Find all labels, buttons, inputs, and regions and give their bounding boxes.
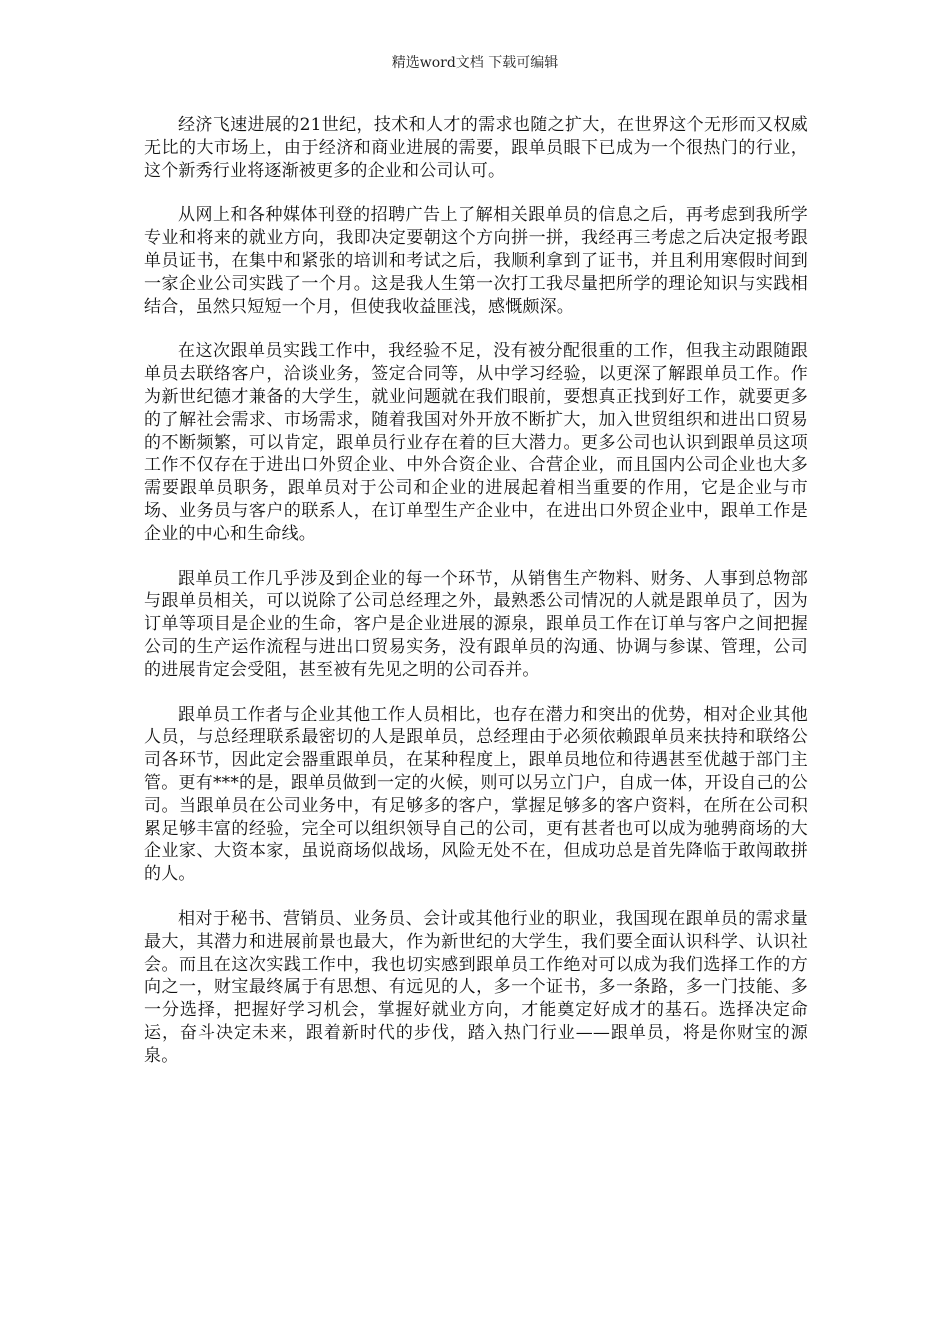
paragraph-2: 从网上和各种媒体刊登的招聘广告上了解相关跟单员的信息之后，再考虑到我所学专业和将来的就业方向，我即决定要朝这个方向拼一拼，我经再三考虑之后决定报考跟单员证书，在集中和紧张的培训和考试之后，我顺利拿到了证书，并且利用寒假时间到一家企业公司实践了一个月。这是我人生第一次打工我尽量把所学的理论知识与实践相结合，虽然只短短一个月，但使我收益匪浅，感慨颇深。 [144,205,808,317]
document-body [144,114,808,1089]
paragraph-4: 跟单员工作几乎涉及到企业的每一个环节，从销售生产物料、财务、人事到总物部与跟单员相关，可以说除了公司总经理之外，最熟悉公司情况的人就是跟单员了，因为订单等项目是企业的生命，客户是企业进展的源泉，跟单员工作在订单与客户之间把握公司的生产运作流程与进出口贸易实务，没有跟单员的沟通、协调与参谋、管理，公司的进展肯定会受阻，甚至被有先见之明的公司吞并。 [144,568,808,680]
page-header: 精选word文档 下载可编辑 [391,55,559,71]
paragraph-1: 经济飞速进展的21世纪，技术和人才的需求也随之扩大，在世界这个无形而又权威无比的大市场上，由于经济和商业进展的需要，跟单员眼下已成为一个很热门的行业，这个新秀行业将逐渐被更多的企业和公司认可。 [144,115,808,181]
paragraph-6: 相对于秘书、营销员、业务员、会计或其他行业的职业，我国现在跟单员的需求量最大，其潜力和进展前景也最大，作为新世纪的大学生，我们要全面认识科学、认识社会。而且在这次实践工作中，我也切实感到跟单员工作绝对可以成为我们选择工作的方向之一，财宝最终属于有思想、有远见的人，多一个证书，多一条路，多一门技能、多一分选择，把握好学习机会，掌握好就业方向，才能奠定好成才的基石。选择决定命运，奋斗决定未来，跟着新时代的步伐，踏入热门行业——跟单员，将是你财宝的源泉。 [144,908,808,1066]
paragraph-5: 跟单员工作者与企业其他工作人员相比，也存在潜力和突出的优势，相对企业其他人员，与总经理联系最密切的人是跟单员，总经理由于必须依赖跟单员来扶持和联络公司各环节，因此定会器重跟单员，在某种程度上，跟单员地位和待遇甚至优越于部门主管。更有***的是，跟单员做到一定的火候，则可以另立门户，自成一体，开设自己的公司。当跟单员在公司业务中，有足够多的客户，掌握足够多的客户资料，在所在公司积累足够丰富的经验，完全可以组织领导自己的公司，更有甚者也可以成为驰骋商场的大企业家、大资本家，虽说商场似战场，风险无处不在，但成功总是首先降临于敢闯敢拼的人。 [144,704,808,885]
paragraph-3: 在这次跟单员实践工作中，我经验不足，没有被分配很重的工作，但我主动跟随跟单员去联络客户，洽谈业务，签定合同等，从中学习经验，以更深了解跟单员工作。作为新世纪德才兼备的大学生，就业问题就在我们眼前，要想真正找到好工作，就要更多的了解社会需求、市场需求，随着我国对外开放不断扩大，加入世贸组织和进出口贸易的不断频繁，可以肯定，跟单员行业存在着的巨大潜力。更多公司也认识到跟单员这项工作不仅存在于进出口外贸企业、中外合资企业、合营企业，而且国内公司企业也大多需要跟单员职务，跟单员对于公司和企业的进展起着相当重要的作用，它是企业与市场、业务员与客户的联系人，在订单型生产企业中，在进出口外贸企业中，跟单工作是企业的中心和生命线。 [144,341,808,544]
